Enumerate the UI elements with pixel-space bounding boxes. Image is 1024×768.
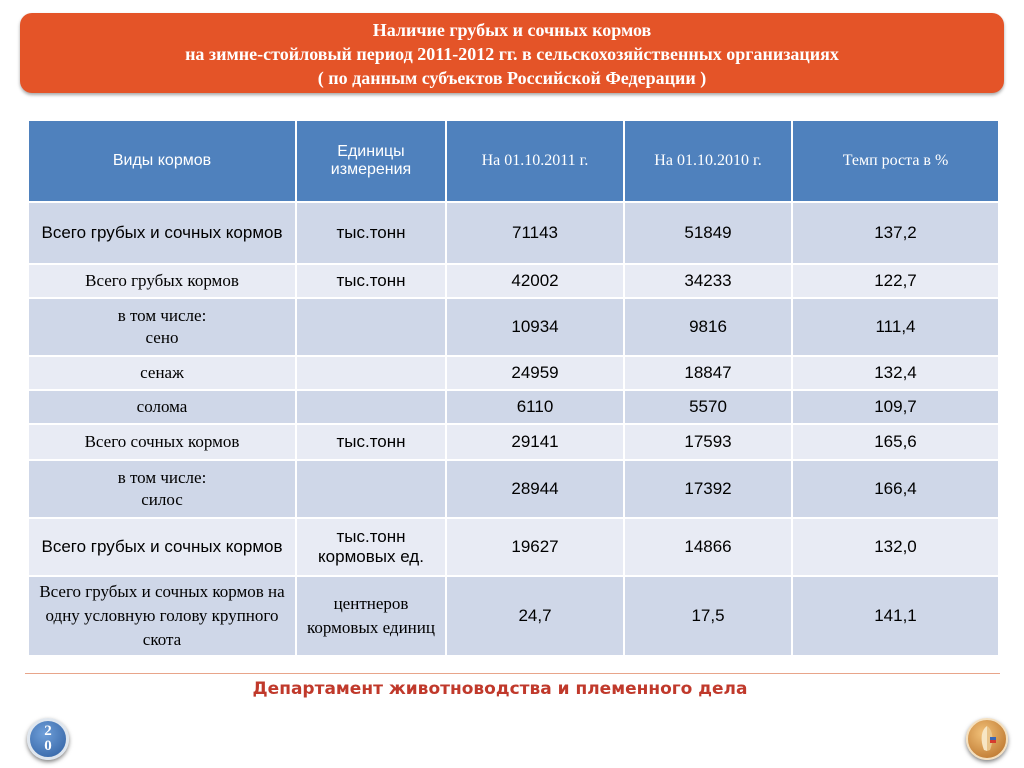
footer-department: Департамент животноводства и племенного дела [252,679,748,699]
cell-type: Всего грубых и сочных кормов [28,518,296,576]
cell-2010: 18847 [624,356,792,390]
title-banner [20,13,1004,93]
cell-growth: 141,1 [792,576,999,656]
cell-2010: 17593 [624,424,792,460]
cell-2010: 17392 [624,460,792,518]
cell-2011: 29141 [446,424,624,460]
title-line-3: ( по данным субъектов Российской Федерации ) [317,68,707,88]
header-2010: На 01.10.2010 г. [624,120,792,202]
cell-2010: 14866 [624,518,792,576]
header-feed-type: Виды кормов [28,120,296,202]
cell-growth: 122,7 [792,264,999,298]
cell-2011: 71143 [446,202,624,264]
cell-unit: тыс.тонн [296,202,446,264]
cell-unit [296,390,446,424]
header-growth: Темп роста в % [792,120,999,202]
cell-type: Всего грубых и сочных кормов [28,202,296,264]
table-row [28,460,999,518]
cell-growth: 132,0 [792,518,999,576]
table-row [28,264,999,298]
cell-type: Всего сочных кормов [28,424,296,460]
cell-type: в том числе: сено [28,298,296,356]
cell-2010: 34233 [624,264,792,298]
emblem-icon [966,718,1008,760]
cell-growth: 165,6 [792,424,999,460]
table-row [28,390,999,424]
cell-2011: 24959 [446,356,624,390]
table-row [28,424,999,460]
table-row [28,518,999,576]
cell-growth: 137,2 [792,202,999,264]
cell-growth: 166,4 [792,460,999,518]
page-number-digit-2: 0 [44,738,52,754]
cell-type: сенаж [28,356,296,390]
header-2011: На 01.10.2011 г. [446,120,624,202]
cell-unit [296,460,446,518]
footer-divider [25,673,1000,674]
feed-table [27,119,1000,657]
emblem-icon-graphic [968,720,1006,758]
cell-2011: 10934 [446,298,624,356]
cell-unit [296,356,446,390]
cell-2010: 17,5 [624,576,792,656]
title-line-1: Наличие грубых и сочных кормов [372,20,652,40]
feed-table-container [27,119,998,657]
cell-2010: 9816 [624,298,792,356]
page-number-badge [27,718,69,760]
table-row [28,356,999,390]
cell-type: в том числе: силос [28,460,296,518]
table-header-row [28,120,999,202]
cell-type: Всего грубых кормов [28,264,296,298]
cell-growth: 132,4 [792,356,999,390]
header-unit: Единицы измерения [296,120,446,202]
table-row [28,202,999,264]
table-row [28,576,999,656]
cell-unit: тыс.тонн [296,424,446,460]
cell-2010: 51849 [624,202,792,264]
cell-growth: 111,4 [792,298,999,356]
table-row [28,298,999,356]
cell-unit: тыс.тонн [296,264,446,298]
cell-2011: 24,7 [446,576,624,656]
cell-unit: центнеров кормовых единиц [296,576,446,656]
cell-2010: 5570 [624,390,792,424]
cell-2011: 28944 [446,460,624,518]
cell-growth: 109,7 [792,390,999,424]
cell-unit: тыс.тонн кормовых ед. [296,518,446,576]
cell-unit [296,298,446,356]
page-number-digit-1: 2 [44,723,52,739]
cell-2011: 6110 [446,390,624,424]
cell-type: Всего грубых и сочных кормов на одну условную голову крупного скота [28,576,296,656]
title-line-2: на зимне-стойловый период 2011-2012 гг. в сельскохозяйственных организациях [185,44,839,64]
cell-2011: 42002 [446,264,624,298]
cell-2011: 19627 [446,518,624,576]
cell-type: солома [28,390,296,424]
